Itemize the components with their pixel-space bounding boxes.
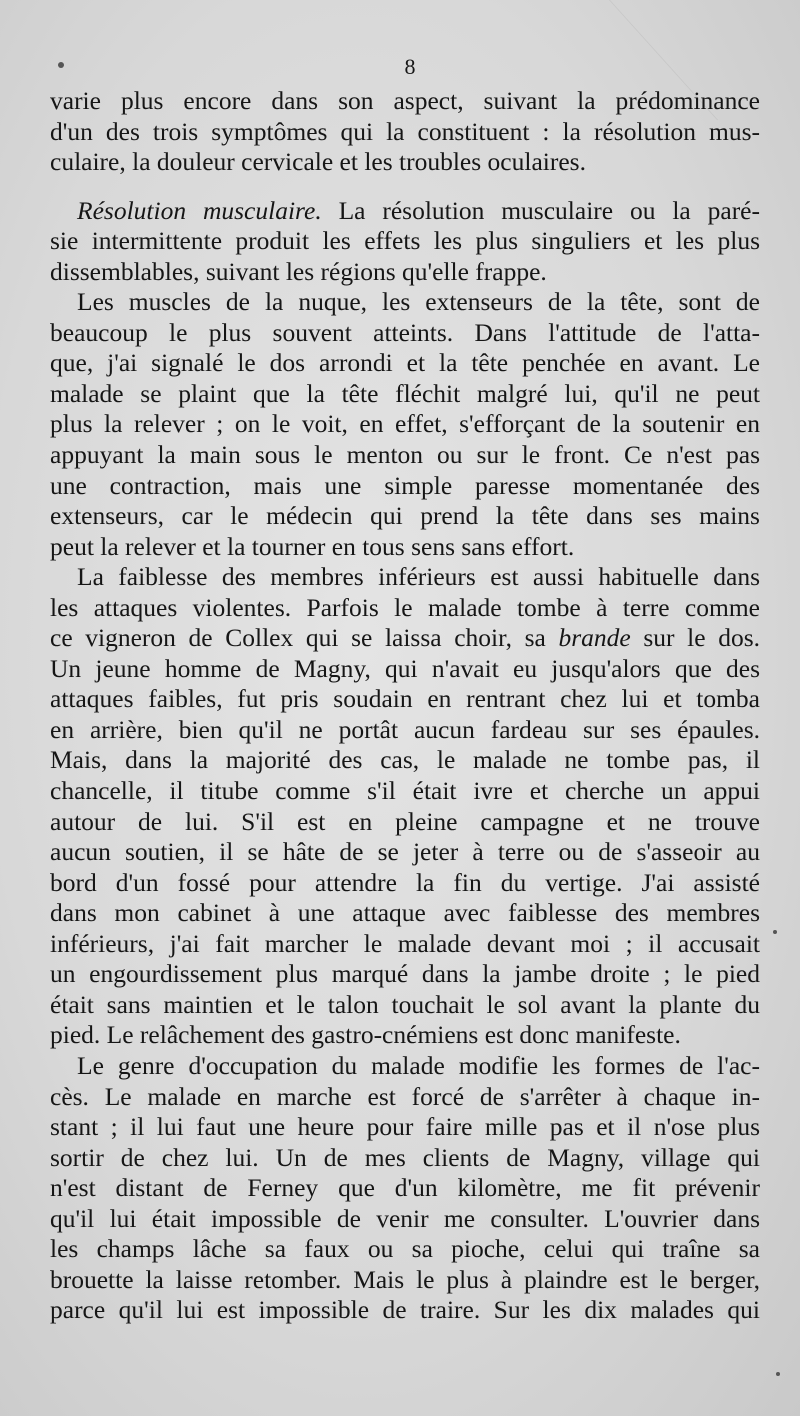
italic-word-line: [50, 623, 760, 654]
text-line: malade se plaint que la tête fléchit malgré lui, qu'il ne peut: [50, 378, 760, 408]
text-line: La faiblesse des membres inférieurs est aussi habituelle dans: [77, 562, 760, 592]
text-line: qu'il lui était impossible de venir me consulter. L'ouvrier dans: [50, 1203, 760, 1233]
text-line: sie intermittente produit les effets les plus singuliers et les plus: [50, 226, 760, 256]
text-line: que, j'ai signalé le dos arrondi et la tête penchée en avant. Le: [50, 348, 760, 378]
text-line: les attaques violentes. Parfois le malade tombe à terre comme: [50, 592, 760, 622]
text-line: peut la relever et la tourner en tous sens sans effort.: [50, 531, 575, 561]
text-line: attaques faibles, fut pris soudain en rentrant chez lui et tomba: [50, 684, 760, 714]
text-line: inférieurs, j'ai fait marcher le malade devant moi ; il accusait: [50, 928, 760, 958]
speck-mark: [776, 1372, 780, 1376]
line-part: ce vigneron de Collex qui se laissa choir, sa: [50, 623, 559, 653]
text-line: bord d'un fossé pour attendre la fin du vertige. J'ai assisté: [50, 867, 760, 897]
text-line: sortir de chez lui. Un de mes clients de Magny, village qui: [50, 1142, 760, 1172]
text-line: cès. Le malade en marche est forcé de s'arrêter à chaque in-: [50, 1081, 760, 1111]
body-text: [50, 86, 760, 1326]
text-line: stant ; il lui faut une heure pour faire mille pas et il n'ose plus: [50, 1112, 760, 1142]
text-line: en arrière, bien qu'il ne portât aucun fardeau sur ses épaules.: [50, 714, 760, 744]
italic-word: brande: [558, 623, 631, 653]
line-part: sur le dos.: [630, 623, 760, 653]
text-line: les champs lâche sa faux ou sa pioche, celui qui traîne sa: [50, 1234, 760, 1264]
text-line: une contraction, mais une simple paresse momentanée des: [50, 470, 760, 500]
text-line: pied. Le relâchement des gastro-cnémiens est donc manifeste.: [50, 1020, 681, 1050]
section-heading: Résolution musculaire.: [77, 195, 322, 225]
text-line: Mais, dans la majorité des cas, le malade ne tombe pas, il: [50, 745, 760, 775]
text-line: culaire, la douleur cervicale et les troubles oculaires.: [50, 147, 586, 177]
section-heading-line: [50, 196, 760, 227]
text-line: varie plus encore dans son aspect, suivant la prédominance: [50, 86, 760, 115]
text-line: dans mon cabinet à une attaque avec faiblesse des membres: [50, 898, 760, 928]
text-line: un engourdissement plus marqué dans la jambe droite ; le pied: [50, 959, 760, 989]
text-line: Un jeune homme de Magny, qui n'avait eu jusqu'alors que des: [50, 653, 760, 683]
text-line: extenseurs, car le médecin qui prend la tête dans ses mains: [50, 501, 760, 531]
text-line: beaucoup le plus souvent atteints. Dans l'attitude de l'atta-: [50, 317, 760, 347]
text-line: n'est distant de Ferney que d'un kilomètre, me fit prévenir: [50, 1173, 760, 1203]
speck-mark: [773, 930, 777, 934]
heading-line-rest: La résolution musculaire ou la paré-: [321, 195, 760, 225]
text-line: Le genre d'occupation du malade modifie les formes de l'ac-: [77, 1050, 760, 1080]
text-line: chancelle, il titube comme s'il était ivre et cherche un appui: [50, 776, 760, 806]
text-line: parce qu'il lui est impossible de traire. Sur les dix malades qui: [50, 1295, 760, 1325]
text-line: aucun soutien, il se hâte de se jeter à terre ou de s'asseoir au: [50, 837, 760, 867]
text-line: appuyant la main sous le menton ou sur le front. Ce n'est pas: [50, 440, 760, 470]
page-number: 8: [404, 54, 416, 79]
text-line: était sans maintien et le talon touchait le sol avant la plante du: [50, 989, 760, 1019]
text-line: brouette la laisse retomber. Mais le plus à plaindre est le berger,: [50, 1264, 760, 1294]
text-line: Les muscles de la nuque, les extenseurs de la tête, sont de: [77, 287, 760, 317]
text-line: plus la relever ; on le voit, en effet, s'efforçant de la soutenir en: [50, 409, 760, 439]
text-line: autour de lui. S'il est en pleine campagne et ne trouve: [50, 806, 760, 836]
text-line: d'un des trois symptômes qui la constituent : la résolution mus-: [50, 116, 760, 146]
paragraph-gap: [50, 178, 760, 196]
text-line: dissemblables, suivant les régions qu'elle frappe.: [50, 256, 547, 286]
